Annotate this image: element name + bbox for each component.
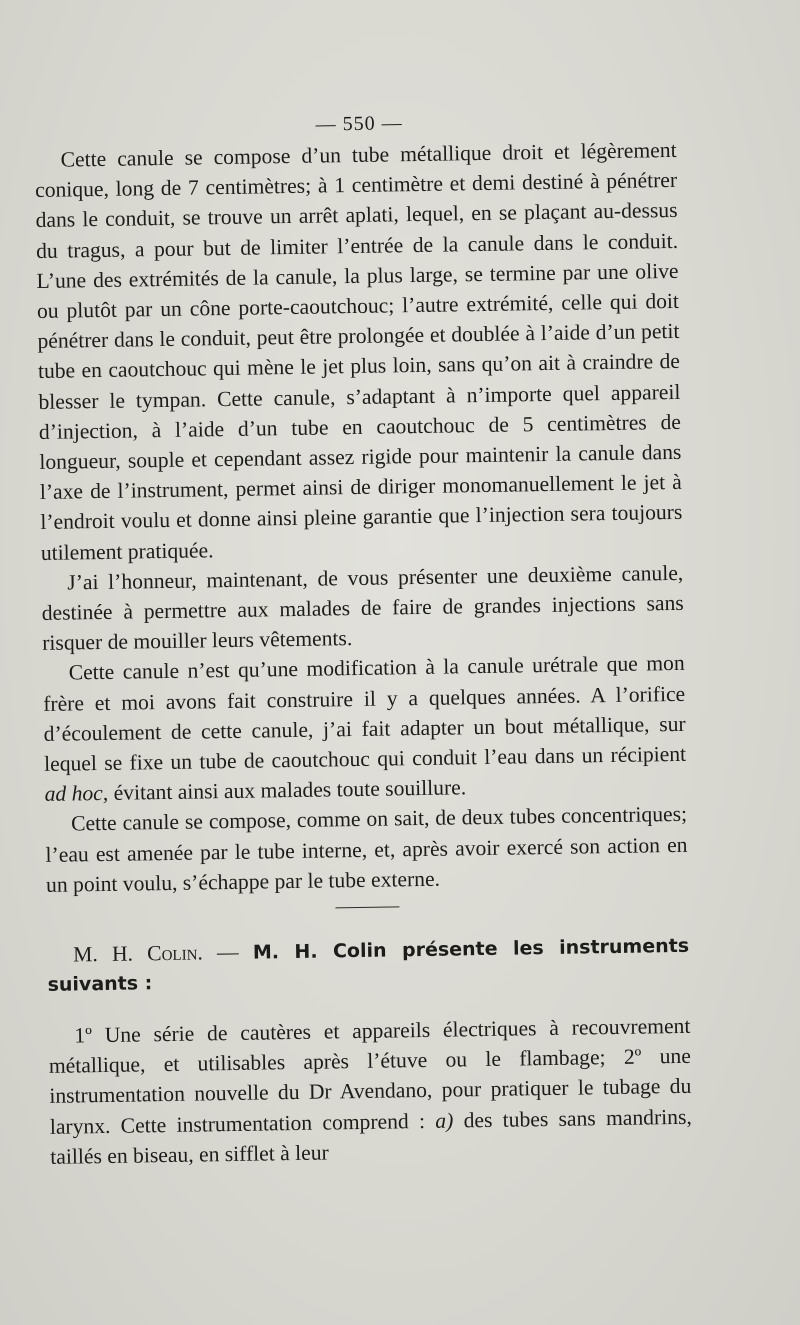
colin-speaker: M. H. Colin. — bbox=[72, 939, 239, 967]
paragraph-1-text: Cette canule se compose d’un tube métallique droit et légèrement conique, long de 7 centimètres; à 1 centimètre et demi destiné à pénétrer dans le conduit, se trouve un arrêt aplati, lequel, en se plaçant au-dessus du tragus, a pour but de limiter l’entrée de la canule dans le conduit. L’une des extrémités de la canule, la plus large, se termine par une olive ou plutôt par un cône porte-caoutchouc; l’autre extrémité, celle qui doit pénétrer dans le conduit, peut être prolongée et doublée à l’aide d’un petit tube en caoutchouc qui mène le jet plus loin, sans qu’on ait à craindre de blesser le tympan. Cette canule, s’adaptant à n’importe quel appareil d’injection, à l’aide d’un tube en caoutchouc de 5 centimètres de longueur, souple et cependant assez rigide pour maintenir la canule dans l’axe de l’instrument, permet ainsi de diriger monomanuellement le jet à l’endroit voulu et donne ainsi pleine garantie que l’injection sera toujours utilement pratiquée. bbox=[34, 137, 683, 565]
paragraph-3 bbox=[42, 648, 686, 809]
section-separator bbox=[335, 906, 399, 908]
document-page bbox=[34, 108, 692, 1172]
paragraph-5-text-end: des tubes sans mandrins, taillés en biseau, en sifflet à leur bbox=[50, 1104, 692, 1169]
colin-heading bbox=[47, 931, 690, 999]
colin-bold-title: M. H. Colin présente les instruments suivants : bbox=[47, 934, 690, 996]
paragraph-4 bbox=[45, 799, 688, 900]
paragraph-2-text: J’ai l’honneur, maintenant, de vous présenter une deuxième canule, destinée à permettre aux malades de faire de grandes injections sans risquer de mouiller leurs vêtements. bbox=[41, 560, 684, 656]
paragraph-3-text-end: évitant ainsi aux malades toute souillure. bbox=[108, 775, 467, 806]
paragraph-1 bbox=[34, 135, 683, 568]
paragraph-3-italic: ad hoc, bbox=[44, 781, 109, 807]
paragraph-5 bbox=[48, 1011, 692, 1172]
paragraph-5-italic: a) bbox=[435, 1108, 454, 1133]
page-number: — 550 — bbox=[315, 112, 403, 136]
paragraph-4-text: Cette canule se compose, comme on sait, de deux tubes concentriques; l’eau est amenée par le tube interne, et, après avoir exercé son action en un point voulu, s’échappe par le tube externe. bbox=[45, 802, 688, 897]
paragraph-3-text: Cette canule n’est qu’une modification à la canule urétrale que mon frère et moi avons fait construire il y a quelques années. A l’orifice d’écoulement de cette canule, j’ai fait adapter un bout métallique, sur lequel se fixe un tube de caoutchouc qui conduit l’eau dans un récipient bbox=[43, 651, 687, 776]
paragraph-5-text: 1º Une série de cautères et appareils électriques à recouvrement métallique, et utilisables après l’étuve ou le flambage; 2º une instrumentation nouvelle du Dr Avendano, pour pratiquer le tubage du larynx. Cette instrumentation comprend : bbox=[48, 1013, 692, 1139]
paragraph-2 bbox=[41, 558, 684, 659]
